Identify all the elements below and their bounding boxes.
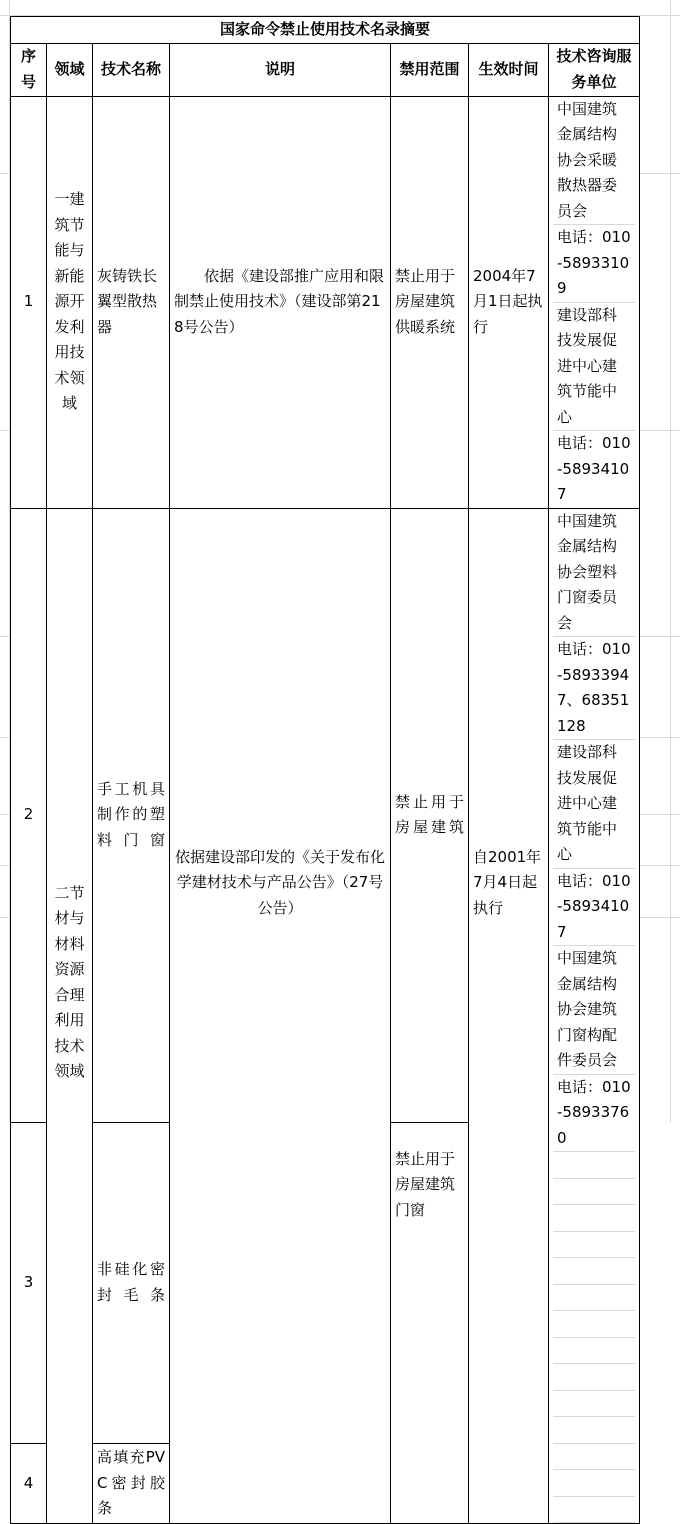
row2-service-phone-1: 电话：010-58933947、68351128 [553,637,635,740]
row2-service-phone-3: 电话：010-58933760 [553,1075,635,1153]
row3-tech: 非硅化密封毛条 [93,1122,170,1444]
row1-service-org-2: 建设部科技发展促进中心建筑节能中心 [553,303,635,432]
row4-seq: 4 [11,1444,47,1524]
row1-service-org-1: 中国建筑金属结构协会采暖散热器委员会 [553,97,635,226]
row2-desc: 依据建设部印发的《关于发布化学建材技术与产品公告》（27号公告） [170,508,391,1524]
header-scope: 禁用范围 [391,43,469,96]
header-seq: 序号 [11,43,47,96]
row2-service-org-1: 中国建筑金属结构协会塑料门窗委员会 [553,509,635,638]
row1-tech: 灰铸铁长翼型散热器 [93,96,170,508]
row1-service [549,96,640,508]
summary-table [10,16,640,1524]
row1-field: 一建筑节能与新能源开发利用技术领域 [47,96,93,508]
row2-service-phone-2: 电话：010-58934107 [553,869,635,947]
row2-seq: 2 [11,508,47,1122]
row1-service-phone-1: 电话：010-58933109 [553,225,635,303]
header-desc: 说明 [170,43,391,96]
table-title: 国家命令禁止使用技术名录摘要 [11,17,640,44]
header-tech: 技术名称 [93,43,170,96]
row2-tech: 手工机具制作的塑料门窗 [93,508,170,1122]
row1-scope: 禁止用于房屋建筑供暖系统 [391,96,469,508]
row2-service [549,508,640,1524]
row3-scope: 禁止用于房屋建筑门窗 [391,1122,469,1524]
row2-field: 二节材与材料资源合理利用技术领域 [47,508,93,1524]
header-time: 生效时间 [469,43,549,96]
row2-service-org-2: 建设部科技发展促进中心建筑节能中心 [553,740,635,869]
row4-tech: 高填充PVC密封胶条 [93,1444,170,1524]
row2-scope: 禁止用于房屋建筑 [391,508,469,1122]
row1-service-phone-2: 电话：010-58934107 [557,434,631,503]
header-field: 领域 [47,43,93,96]
row1-seq: 1 [11,96,47,508]
row3-seq: 3 [11,1122,47,1444]
row2-time: 自2001年7月4日起执行 [469,508,549,1524]
row1-time: 2004年7月1日起执行 [469,96,549,508]
row1-desc: 依据《建设部推广应用和限制禁止使用技术》（建设部第218号公告） [170,96,391,508]
header-service: 技术咨询服务单位 [549,43,640,96]
row2-service-org-3: 中国建筑金属结构协会建筑门窗构配件委员会 [553,946,635,1075]
